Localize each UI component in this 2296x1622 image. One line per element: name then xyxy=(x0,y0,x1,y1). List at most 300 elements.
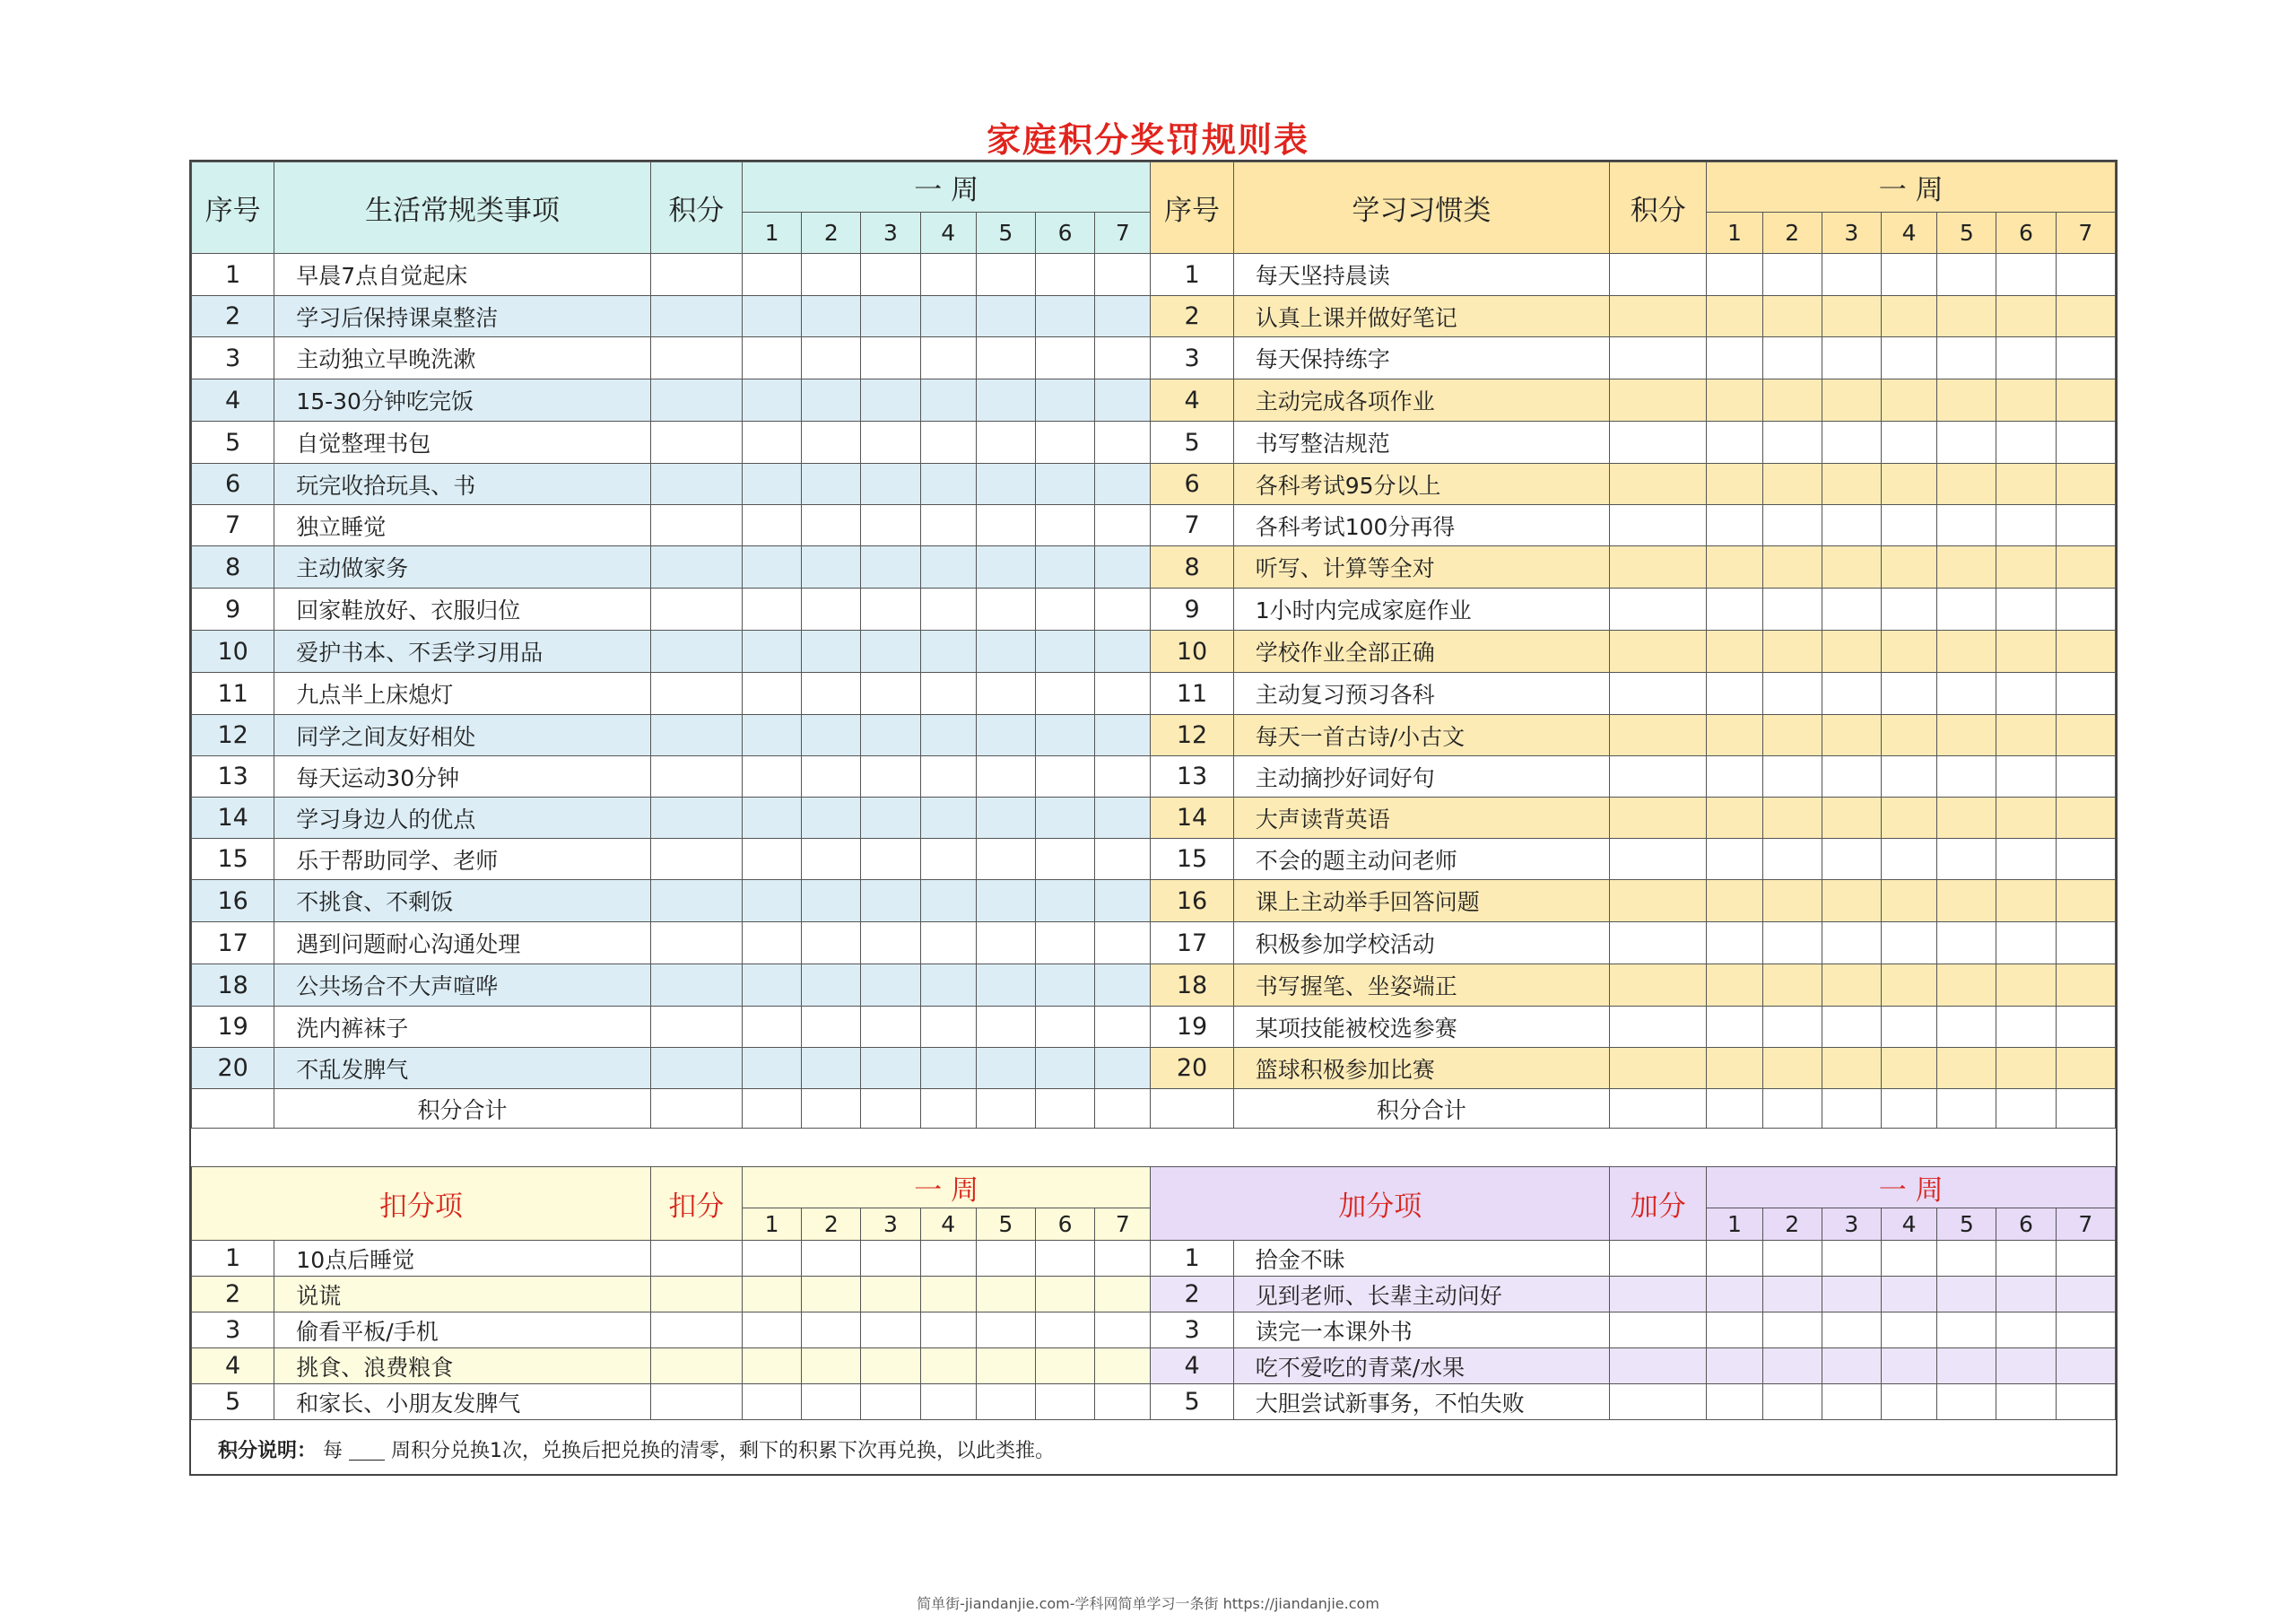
right-day-cell[interactable] xyxy=(1996,337,2056,379)
left-row-points[interactable] xyxy=(650,337,742,379)
left-day-cell[interactable] xyxy=(861,798,920,839)
right-day-cell[interactable] xyxy=(1996,379,2056,422)
right-total-cell[interactable] xyxy=(1996,1089,2056,1129)
bonus-day-cell[interactable] xyxy=(2056,1277,2115,1312)
left-day-cell[interactable] xyxy=(802,1007,861,1048)
left-row-points[interactable] xyxy=(650,422,742,464)
right-day-cell[interactable] xyxy=(1996,464,2056,505)
right-day-cell[interactable] xyxy=(1996,922,2056,964)
bonus-day-cell[interactable] xyxy=(1881,1384,1936,1420)
right-day-cell[interactable] xyxy=(1996,589,2056,631)
deduct-day-cell[interactable] xyxy=(742,1277,801,1312)
right-total-cell[interactable] xyxy=(1707,1089,1762,1129)
left-day-cell[interactable] xyxy=(861,1007,920,1048)
right-day-cell[interactable] xyxy=(1822,505,1881,546)
left-day-cell[interactable] xyxy=(920,1007,976,1048)
deduct-day-cell[interactable] xyxy=(861,1277,920,1312)
right-row-points[interactable] xyxy=(1610,505,1707,546)
deduct-day-cell[interactable] xyxy=(976,1384,1035,1420)
deduct-day-cell[interactable] xyxy=(976,1348,1035,1384)
left-row-points[interactable] xyxy=(650,296,742,337)
right-day-cell[interactable] xyxy=(1996,798,2056,839)
right-row-points[interactable] xyxy=(1610,464,1707,505)
bonus-day-cell[interactable] xyxy=(1937,1384,1996,1420)
right-day-cell[interactable] xyxy=(1881,589,1936,631)
right-day-cell[interactable] xyxy=(1937,464,1996,505)
deduct-day-cell[interactable] xyxy=(742,1312,801,1348)
right-day-cell[interactable] xyxy=(2056,296,2115,337)
right-day-cell[interactable] xyxy=(1762,464,1822,505)
right-day-cell[interactable] xyxy=(1881,839,1936,880)
right-day-cell[interactable] xyxy=(1996,1048,2056,1089)
right-day-cell[interactable] xyxy=(1762,546,1822,589)
left-day-cell[interactable] xyxy=(742,379,801,422)
right-day-cell[interactable] xyxy=(1996,631,2056,673)
right-day-cell[interactable] xyxy=(2056,422,2115,464)
right-day-cell[interactable] xyxy=(1762,756,1822,798)
bonus-day-cell[interactable] xyxy=(2056,1312,2115,1348)
deduct-day-cell[interactable] xyxy=(742,1348,801,1384)
left-day-cell[interactable] xyxy=(1035,964,1094,1007)
left-day-cell[interactable] xyxy=(742,715,801,756)
deduct-row-points[interactable] xyxy=(650,1241,742,1277)
left-day-cell[interactable] xyxy=(1035,715,1094,756)
left-day-cell[interactable] xyxy=(861,839,920,880)
right-day-cell[interactable] xyxy=(1996,505,2056,546)
left-day-cell[interactable] xyxy=(1035,839,1094,880)
right-day-cell[interactable] xyxy=(1881,422,1936,464)
left-day-cell[interactable] xyxy=(976,296,1035,337)
left-day-cell[interactable] xyxy=(742,880,801,922)
left-day-cell[interactable] xyxy=(802,880,861,922)
right-day-cell[interactable] xyxy=(1937,546,1996,589)
right-row-points[interactable] xyxy=(1610,798,1707,839)
right-day-cell[interactable] xyxy=(1762,798,1822,839)
right-day-cell[interactable] xyxy=(2056,505,2115,546)
left-total-cell[interactable] xyxy=(976,1089,1035,1129)
right-day-cell[interactable] xyxy=(1822,922,1881,964)
left-day-cell[interactable] xyxy=(1035,505,1094,546)
left-total-cell[interactable] xyxy=(650,1089,742,1129)
left-day-cell[interactable] xyxy=(920,296,976,337)
right-day-cell[interactable] xyxy=(1822,1007,1881,1048)
right-day-cell[interactable] xyxy=(1762,589,1822,631)
right-day-cell[interactable] xyxy=(1707,715,1762,756)
left-day-cell[interactable] xyxy=(861,631,920,673)
left-day-cell[interactable] xyxy=(976,379,1035,422)
left-day-cell[interactable] xyxy=(1095,922,1151,964)
left-day-cell[interactable] xyxy=(1095,839,1151,880)
right-day-cell[interactable] xyxy=(1822,464,1881,505)
deduct-day-cell[interactable] xyxy=(742,1384,801,1420)
right-day-cell[interactable] xyxy=(2056,964,2115,1007)
deduct-day-cell[interactable] xyxy=(802,1384,861,1420)
right-day-cell[interactable] xyxy=(2056,673,2115,715)
left-day-cell[interactable] xyxy=(802,756,861,798)
left-day-cell[interactable] xyxy=(861,1048,920,1089)
left-day-cell[interactable] xyxy=(742,798,801,839)
right-day-cell[interactable] xyxy=(1881,379,1936,422)
left-day-cell[interactable] xyxy=(742,422,801,464)
bonus-day-cell[interactable] xyxy=(1996,1348,2056,1384)
bonus-row-points[interactable] xyxy=(1610,1277,1707,1312)
right-day-cell[interactable] xyxy=(1881,254,1936,296)
right-day-cell[interactable] xyxy=(1707,880,1762,922)
left-day-cell[interactable] xyxy=(1035,756,1094,798)
right-row-points[interactable] xyxy=(1610,715,1707,756)
right-row-points[interactable] xyxy=(1610,880,1707,922)
left-day-cell[interactable] xyxy=(1095,422,1151,464)
right-day-cell[interactable] xyxy=(2056,839,2115,880)
right-day-cell[interactable] xyxy=(1822,589,1881,631)
right-day-cell[interactable] xyxy=(1996,964,2056,1007)
bonus-day-cell[interactable] xyxy=(1762,1241,1822,1277)
left-day-cell[interactable] xyxy=(1035,922,1094,964)
left-day-cell[interactable] xyxy=(742,673,801,715)
left-day-cell[interactable] xyxy=(920,505,976,546)
left-day-cell[interactable] xyxy=(1035,673,1094,715)
bonus-day-cell[interactable] xyxy=(2056,1348,2115,1384)
left-day-cell[interactable] xyxy=(861,422,920,464)
right-day-cell[interactable] xyxy=(1996,880,2056,922)
bonus-day-cell[interactable] xyxy=(1762,1348,1822,1384)
right-day-cell[interactable] xyxy=(1937,589,1996,631)
bonus-day-cell[interactable] xyxy=(1707,1348,1762,1384)
right-row-points[interactable] xyxy=(1610,546,1707,589)
left-day-cell[interactable] xyxy=(920,964,976,1007)
left-day-cell[interactable] xyxy=(1095,337,1151,379)
left-row-points[interactable] xyxy=(650,546,742,589)
right-day-cell[interactable] xyxy=(1937,1007,1996,1048)
right-day-cell[interactable] xyxy=(1762,379,1822,422)
left-day-cell[interactable] xyxy=(976,1048,1035,1089)
left-day-cell[interactable] xyxy=(802,546,861,589)
right-day-cell[interactable] xyxy=(1937,631,1996,673)
bonus-row-points[interactable] xyxy=(1610,1241,1707,1277)
deduct-day-cell[interactable] xyxy=(861,1384,920,1420)
left-day-cell[interactable] xyxy=(742,254,801,296)
right-day-cell[interactable] xyxy=(1822,673,1881,715)
right-day-cell[interactable] xyxy=(2056,379,2115,422)
right-day-cell[interactable] xyxy=(1937,922,1996,964)
right-day-cell[interactable] xyxy=(1707,673,1762,715)
left-day-cell[interactable] xyxy=(861,715,920,756)
left-day-cell[interactable] xyxy=(861,673,920,715)
left-day-cell[interactable] xyxy=(976,505,1035,546)
bonus-day-cell[interactable] xyxy=(1762,1312,1822,1348)
left-day-cell[interactable] xyxy=(976,673,1035,715)
left-day-cell[interactable] xyxy=(976,964,1035,1007)
left-day-cell[interactable] xyxy=(1095,505,1151,546)
left-row-points[interactable] xyxy=(650,631,742,673)
deduct-day-cell[interactable] xyxy=(1035,1384,1094,1420)
bonus-day-cell[interactable] xyxy=(1822,1277,1881,1312)
right-day-cell[interactable] xyxy=(1762,880,1822,922)
bonus-row-points[interactable] xyxy=(1610,1384,1707,1420)
left-day-cell[interactable] xyxy=(976,839,1035,880)
right-day-cell[interactable] xyxy=(2056,798,2115,839)
right-day-cell[interactable] xyxy=(1881,505,1936,546)
right-day-cell[interactable] xyxy=(1937,964,1996,1007)
right-day-cell[interactable] xyxy=(1881,715,1936,756)
right-row-points[interactable] xyxy=(1610,1007,1707,1048)
deduct-day-cell[interactable] xyxy=(1035,1312,1094,1348)
right-day-cell[interactable] xyxy=(1937,839,1996,880)
right-day-cell[interactable] xyxy=(1881,798,1936,839)
right-day-cell[interactable] xyxy=(1707,505,1762,546)
right-day-cell[interactable] xyxy=(1762,922,1822,964)
deduct-row-points[interactable] xyxy=(650,1277,742,1312)
left-row-points[interactable] xyxy=(650,379,742,422)
bonus-row-points[interactable] xyxy=(1610,1348,1707,1384)
left-day-cell[interactable] xyxy=(920,673,976,715)
right-day-cell[interactable] xyxy=(1937,673,1996,715)
deduct-day-cell[interactable] xyxy=(920,1241,976,1277)
right-total-cell[interactable] xyxy=(1937,1089,1996,1129)
left-day-cell[interactable] xyxy=(802,589,861,631)
right-day-cell[interactable] xyxy=(1707,422,1762,464)
bonus-day-cell[interactable] xyxy=(1707,1312,1762,1348)
left-day-cell[interactable] xyxy=(1095,464,1151,505)
left-day-cell[interactable] xyxy=(1035,1048,1094,1089)
bonus-day-cell[interactable] xyxy=(1707,1241,1762,1277)
left-day-cell[interactable] xyxy=(920,922,976,964)
deduct-day-cell[interactable] xyxy=(920,1312,976,1348)
left-day-cell[interactable] xyxy=(920,798,976,839)
bonus-day-cell[interactable] xyxy=(1881,1241,1936,1277)
right-day-cell[interactable] xyxy=(1707,1048,1762,1089)
right-total-cell[interactable] xyxy=(1610,1089,1707,1129)
left-day-cell[interactable] xyxy=(1035,379,1094,422)
deduct-day-cell[interactable] xyxy=(976,1277,1035,1312)
left-row-points[interactable] xyxy=(650,715,742,756)
right-day-cell[interactable] xyxy=(1762,715,1822,756)
left-day-cell[interactable] xyxy=(742,964,801,1007)
left-day-cell[interactable] xyxy=(861,756,920,798)
left-day-cell[interactable] xyxy=(1095,589,1151,631)
right-day-cell[interactable] xyxy=(1762,839,1822,880)
right-day-cell[interactable] xyxy=(1996,839,2056,880)
left-day-cell[interactable] xyxy=(802,422,861,464)
deduct-day-cell[interactable] xyxy=(1095,1348,1151,1384)
left-day-cell[interactable] xyxy=(1035,464,1094,505)
deduct-day-cell[interactable] xyxy=(1035,1277,1094,1312)
right-total-cell[interactable] xyxy=(2056,1089,2115,1129)
left-row-points[interactable] xyxy=(650,1048,742,1089)
deduct-day-cell[interactable] xyxy=(742,1241,801,1277)
left-day-cell[interactable] xyxy=(1095,715,1151,756)
right-day-cell[interactable] xyxy=(1937,1048,1996,1089)
left-day-cell[interactable] xyxy=(1095,296,1151,337)
left-day-cell[interactable] xyxy=(802,964,861,1007)
left-day-cell[interactable] xyxy=(1095,880,1151,922)
left-day-cell[interactable] xyxy=(1095,756,1151,798)
deduct-row-points[interactable] xyxy=(650,1384,742,1420)
left-row-points[interactable] xyxy=(650,254,742,296)
right-day-cell[interactable] xyxy=(1996,546,2056,589)
right-day-cell[interactable] xyxy=(1762,296,1822,337)
right-day-cell[interactable] xyxy=(1707,631,1762,673)
left-total-cell[interactable] xyxy=(861,1089,920,1129)
right-day-cell[interactable] xyxy=(1881,464,1936,505)
deduct-day-cell[interactable] xyxy=(920,1384,976,1420)
bonus-day-cell[interactable] xyxy=(1822,1348,1881,1384)
right-day-cell[interactable] xyxy=(1762,422,1822,464)
right-row-points[interactable] xyxy=(1610,296,1707,337)
right-day-cell[interactable] xyxy=(1822,379,1881,422)
bonus-day-cell[interactable] xyxy=(1881,1348,1936,1384)
left-day-cell[interactable] xyxy=(802,296,861,337)
right-row-points[interactable] xyxy=(1610,631,1707,673)
left-day-cell[interactable] xyxy=(861,379,920,422)
left-row-points[interactable] xyxy=(650,1007,742,1048)
left-day-cell[interactable] xyxy=(976,422,1035,464)
right-day-cell[interactable] xyxy=(1707,756,1762,798)
left-total-cell[interactable] xyxy=(742,1089,801,1129)
right-day-cell[interactable] xyxy=(1881,337,1936,379)
deduct-row-points[interactable] xyxy=(650,1312,742,1348)
right-day-cell[interactable] xyxy=(1996,296,2056,337)
right-day-cell[interactable] xyxy=(1937,715,1996,756)
left-row-points[interactable] xyxy=(650,798,742,839)
right-day-cell[interactable] xyxy=(1762,631,1822,673)
left-day-cell[interactable] xyxy=(742,296,801,337)
right-total-cell[interactable] xyxy=(1762,1089,1822,1129)
left-day-cell[interactable] xyxy=(1095,1007,1151,1048)
right-day-cell[interactable] xyxy=(1881,922,1936,964)
bonus-day-cell[interactable] xyxy=(1937,1277,1996,1312)
right-total-cell[interactable] xyxy=(1881,1089,1936,1129)
bonus-day-cell[interactable] xyxy=(1822,1384,1881,1420)
left-day-cell[interactable] xyxy=(976,756,1035,798)
right-day-cell[interactable] xyxy=(1996,673,2056,715)
right-day-cell[interactable] xyxy=(2056,254,2115,296)
left-day-cell[interactable] xyxy=(742,1048,801,1089)
right-row-points[interactable] xyxy=(1610,379,1707,422)
bonus-day-cell[interactable] xyxy=(1707,1384,1762,1420)
left-day-cell[interactable] xyxy=(1035,337,1094,379)
left-day-cell[interactable] xyxy=(802,464,861,505)
left-day-cell[interactable] xyxy=(1095,798,1151,839)
right-day-cell[interactable] xyxy=(1996,756,2056,798)
left-day-cell[interactable] xyxy=(976,631,1035,673)
left-day-cell[interactable] xyxy=(976,1007,1035,1048)
left-day-cell[interactable] xyxy=(1095,546,1151,589)
right-day-cell[interactable] xyxy=(1937,379,1996,422)
left-day-cell[interactable] xyxy=(920,422,976,464)
right-row-points[interactable] xyxy=(1610,964,1707,1007)
bonus-day-cell[interactable] xyxy=(1996,1312,2056,1348)
left-row-points[interactable] xyxy=(650,880,742,922)
bonus-day-cell[interactable] xyxy=(1996,1241,2056,1277)
right-day-cell[interactable] xyxy=(1707,254,1762,296)
left-day-cell[interactable] xyxy=(802,254,861,296)
bonus-day-cell[interactable] xyxy=(1996,1277,2056,1312)
right-row-points[interactable] xyxy=(1610,422,1707,464)
left-day-cell[interactable] xyxy=(976,337,1035,379)
left-total-cell[interactable] xyxy=(1095,1089,1151,1129)
right-day-cell[interactable] xyxy=(1707,379,1762,422)
left-day-cell[interactable] xyxy=(920,880,976,922)
left-day-cell[interactable] xyxy=(1035,422,1094,464)
left-day-cell[interactable] xyxy=(861,254,920,296)
left-total-cell[interactable] xyxy=(802,1089,861,1129)
right-row-points[interactable] xyxy=(1610,839,1707,880)
right-day-cell[interactable] xyxy=(1762,337,1822,379)
right-day-cell[interactable] xyxy=(1881,673,1936,715)
left-day-cell[interactable] xyxy=(802,337,861,379)
left-day-cell[interactable] xyxy=(976,589,1035,631)
left-day-cell[interactable] xyxy=(1095,254,1151,296)
left-day-cell[interactable] xyxy=(802,505,861,546)
right-day-cell[interactable] xyxy=(1996,715,2056,756)
right-day-cell[interactable] xyxy=(1822,715,1881,756)
deduct-day-cell[interactable] xyxy=(861,1312,920,1348)
right-day-cell[interactable] xyxy=(1707,589,1762,631)
right-day-cell[interactable] xyxy=(1822,254,1881,296)
left-row-points[interactable] xyxy=(650,964,742,1007)
right-day-cell[interactable] xyxy=(1822,296,1881,337)
right-day-cell[interactable] xyxy=(1937,756,1996,798)
right-day-cell[interactable] xyxy=(1937,880,1996,922)
left-day-cell[interactable] xyxy=(920,631,976,673)
right-day-cell[interactable] xyxy=(1822,964,1881,1007)
left-day-cell[interactable] xyxy=(742,337,801,379)
right-day-cell[interactable] xyxy=(1822,756,1881,798)
left-day-cell[interactable] xyxy=(742,546,801,589)
left-day-cell[interactable] xyxy=(920,589,976,631)
left-day-cell[interactable] xyxy=(1035,254,1094,296)
right-day-cell[interactable] xyxy=(1881,964,1936,1007)
right-day-cell[interactable] xyxy=(1822,798,1881,839)
right-day-cell[interactable] xyxy=(1822,422,1881,464)
bonus-day-cell[interactable] xyxy=(1707,1277,1762,1312)
left-day-cell[interactable] xyxy=(742,1007,801,1048)
right-day-cell[interactable] xyxy=(1881,631,1936,673)
right-day-cell[interactable] xyxy=(1881,1007,1936,1048)
deduct-day-cell[interactable] xyxy=(802,1312,861,1348)
bonus-day-cell[interactable] xyxy=(1937,1241,1996,1277)
deduct-day-cell[interactable] xyxy=(1035,1241,1094,1277)
left-day-cell[interactable] xyxy=(1035,631,1094,673)
left-day-cell[interactable] xyxy=(976,546,1035,589)
right-day-cell[interactable] xyxy=(2056,631,2115,673)
right-day-cell[interactable] xyxy=(1707,296,1762,337)
left-day-cell[interactable] xyxy=(742,922,801,964)
bonus-day-cell[interactable] xyxy=(1937,1348,1996,1384)
left-day-cell[interactable] xyxy=(920,715,976,756)
right-day-cell[interactable] xyxy=(2056,756,2115,798)
left-day-cell[interactable] xyxy=(1095,379,1151,422)
left-day-cell[interactable] xyxy=(976,254,1035,296)
left-day-cell[interactable] xyxy=(920,337,976,379)
bonus-day-cell[interactable] xyxy=(1822,1312,1881,1348)
right-day-cell[interactable] xyxy=(2056,589,2115,631)
left-day-cell[interactable] xyxy=(1095,673,1151,715)
right-day-cell[interactable] xyxy=(1822,839,1881,880)
left-day-cell[interactable] xyxy=(861,546,920,589)
left-day-cell[interactable] xyxy=(920,379,976,422)
left-row-points[interactable] xyxy=(650,756,742,798)
right-row-points[interactable] xyxy=(1610,589,1707,631)
left-day-cell[interactable] xyxy=(976,715,1035,756)
left-day-cell[interactable] xyxy=(742,505,801,546)
left-row-points[interactable] xyxy=(650,505,742,546)
left-day-cell[interactable] xyxy=(1095,631,1151,673)
left-day-cell[interactable] xyxy=(861,880,920,922)
right-day-cell[interactable] xyxy=(1881,546,1936,589)
right-day-cell[interactable] xyxy=(1937,798,1996,839)
